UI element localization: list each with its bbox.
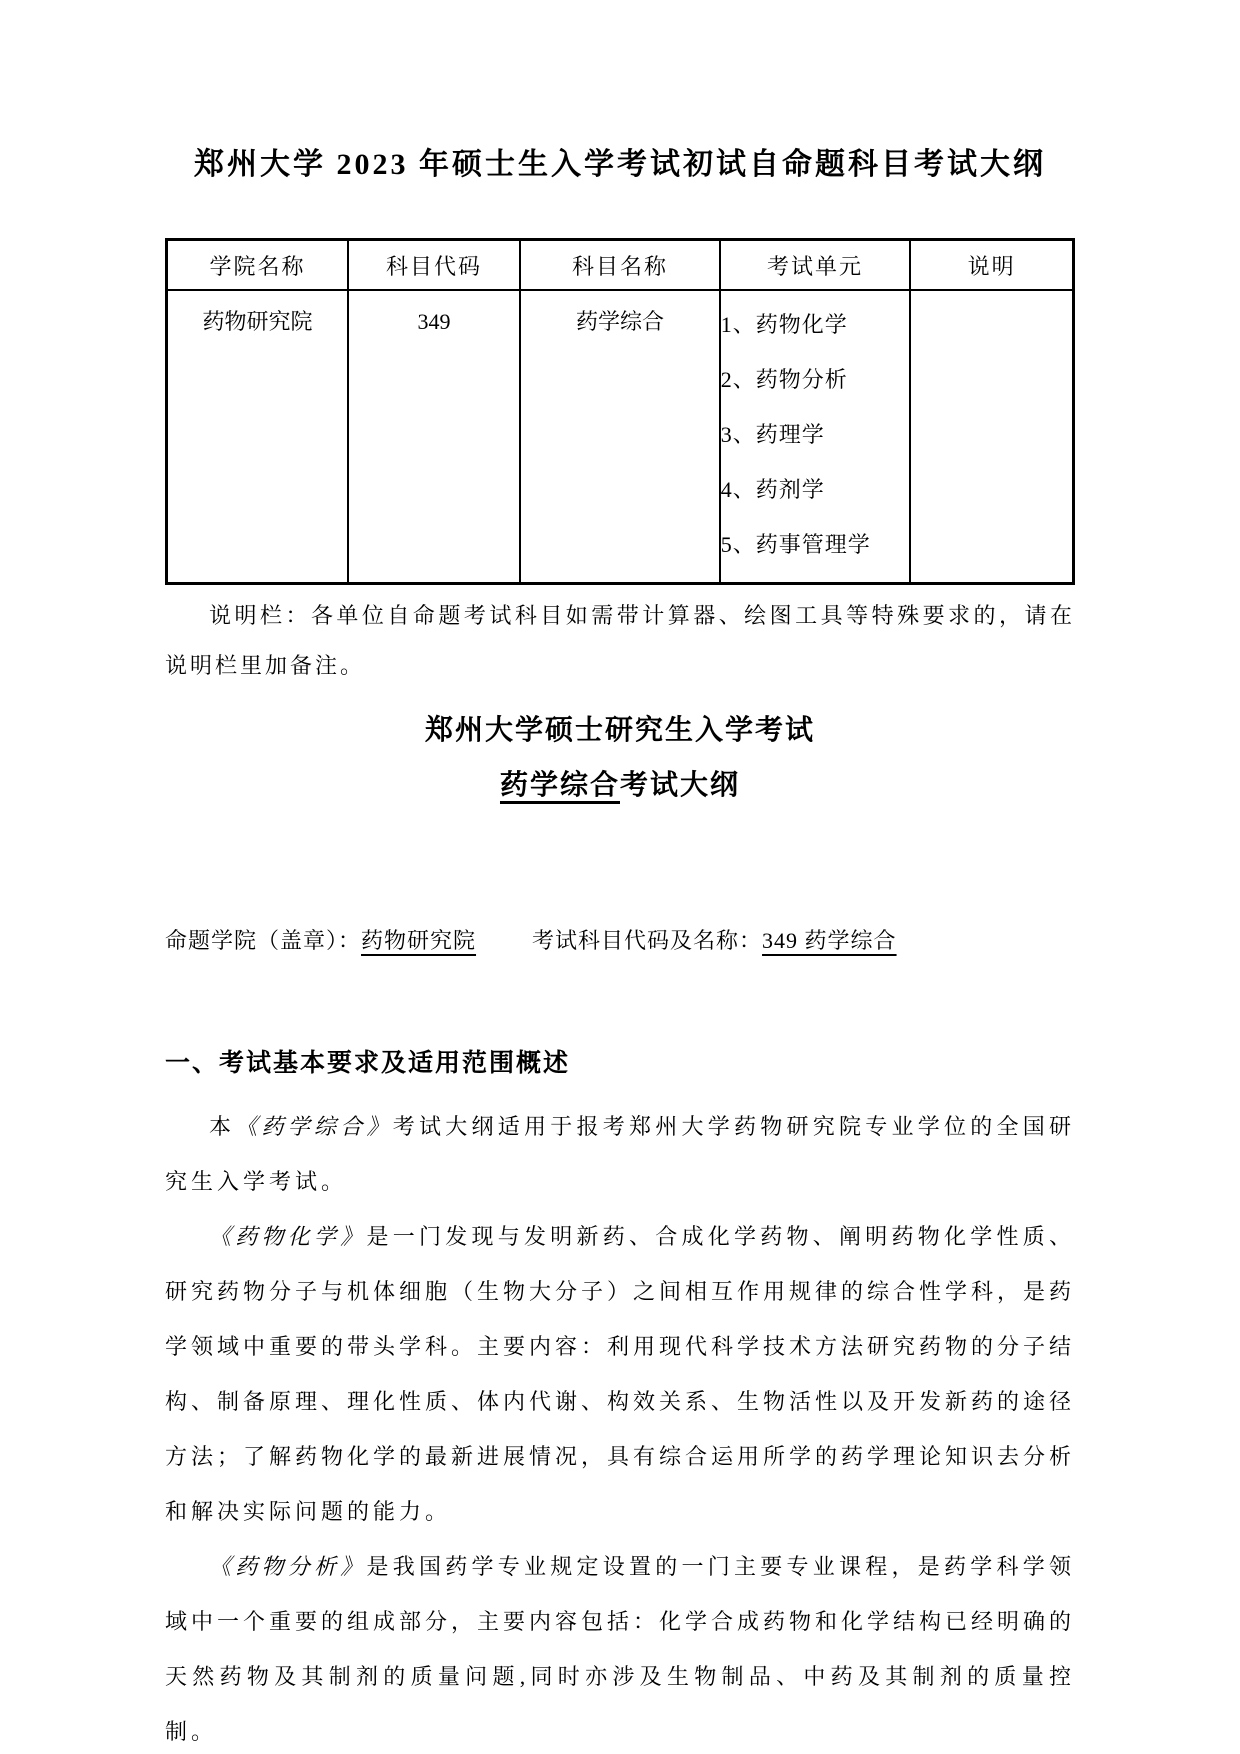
subject-code: 349 — [417, 309, 451, 334]
exam-unit-4: 4、药剂学 — [720, 477, 825, 502]
subject-name: 药学综合 — [575, 309, 664, 334]
cell-subject-name — [520, 290, 720, 584]
paragraph-1-pre: 本 — [209, 1114, 236, 1139]
column-header-exam-units: 考试单元 — [720, 240, 910, 291]
paragraph-1-text: 考试大纲适用于报考郑州大学药物研究院专业学位的全国研究生入学考试。 — [165, 1114, 1075, 1194]
table-note-paragraph: 说明栏：各单位自命题考试科目如需带计算器、绘图工具等特殊要求的，请在说明栏里加备注。 — [165, 603, 1075, 678]
paragraph-3-book-title: 《药物分析》 — [209, 1554, 367, 1579]
subject-code-name-value: 349 药学综合 — [762, 928, 897, 953]
paragraph-2-book-title: 《药物化学》 — [209, 1224, 367, 1249]
column-header-college: 学院名称 — [167, 240, 348, 291]
column-header-note: 说明 — [910, 240, 1073, 291]
section-1-paragraph-1 — [165, 1099, 1075, 1209]
section-1-paragraph-2 — [165, 1209, 1075, 1539]
paragraph-1-book-title: 《药学综合》 — [235, 1114, 393, 1139]
cell-subject-code — [348, 290, 520, 584]
exam-unit-1: 1、药物化学 — [720, 312, 848, 337]
outline-title-line1: 郑州大学硕士研究生入学考试 — [424, 715, 815, 746]
issuing-college-value: 药物研究院 — [361, 928, 477, 953]
column-header-subject-name: 科目名称 — [520, 240, 720, 291]
paragraph-3-text: 是我国药学专业规定设置的一门主要专业课程，是药学科学领域中一个重要的组成部分，主要内容包括：化学合成药物和化学结构已经明确的天然药物及其制剂的质量问题,同时亦涉及生物制品、中药及其制剂的质量控制。 — [165, 1554, 1076, 1744]
outline-title-line2 — [165, 766, 1075, 806]
outline-title-rest: 考试大纲 — [620, 770, 741, 801]
exam-unit-2: 2、药物分析 — [720, 367, 848, 392]
cell-exam-units — [720, 290, 910, 584]
cell-college — [167, 290, 348, 584]
info-line — [165, 926, 1075, 956]
table-header-row — [167, 240, 1074, 291]
college-name: 药物研究院 — [202, 309, 313, 334]
table-row — [167, 290, 1074, 584]
document-title: 郑州大学 2023 年硕士生入学考试初试自命题科目考试大纲 — [194, 148, 1046, 181]
subject-code-name-label: 考试科目代码及名称： — [532, 928, 763, 953]
exam-unit-5: 5、药事管理学 — [720, 532, 871, 557]
exam-unit-3: 3、药理学 — [720, 422, 825, 447]
outline-title-underlined: 药学综合 — [499, 770, 620, 801]
subject-table — [165, 238, 1075, 585]
section-1-paragraph-3 — [165, 1539, 1075, 1754]
section-1-heading: 一、考试基本要求及适用范围概述 — [165, 1050, 571, 1077]
issuing-college-label: 命题学院（盖章）： — [165, 928, 362, 953]
cell-note — [910, 290, 1073, 584]
paragraph-2-text: 是一门发现与发明新药、合成化学药物、阐明药物化学性质、研究药物分子与机体细胞（生物大分子）之间相互作用规律的综合性学科，是药学领域中重要的带头学科。主要内容：利用现代科学技术方法研究药物的分子结构、制备原理、理化性质、体内代谢、构效关系、生物活性以及开发新药的途径方法；了解药物化学的最新进展情况，具有综合运用所学的药学理论知识去分析和解决实际问题的能力。 — [165, 1224, 1076, 1524]
column-header-subject-code: 科目代码 — [348, 240, 520, 291]
